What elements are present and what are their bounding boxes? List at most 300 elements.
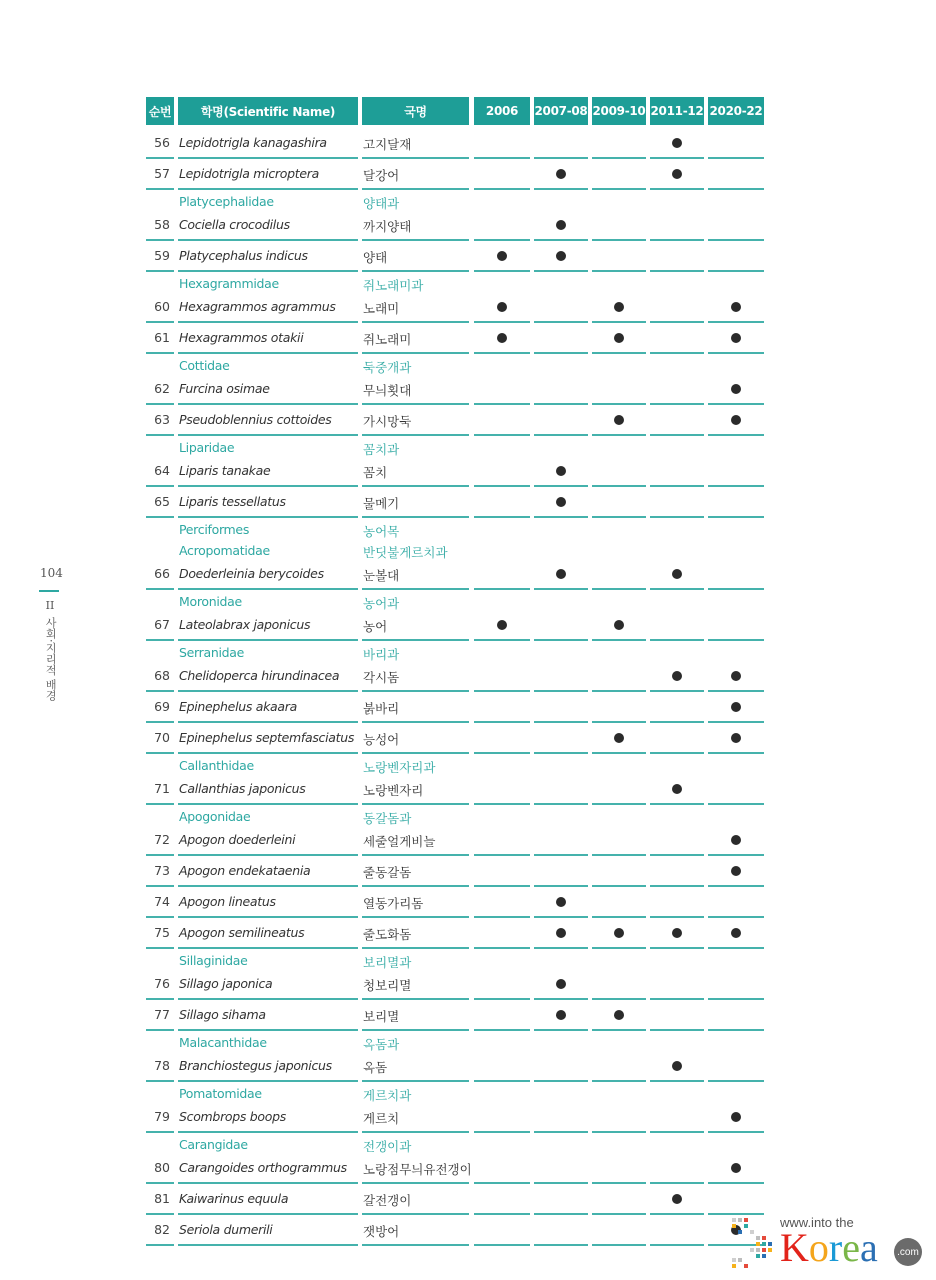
row-divider — [474, 1182, 530, 1184]
row-divider — [178, 1213, 358, 1215]
observation-dot — [731, 733, 741, 743]
row-divider — [178, 1080, 358, 1082]
row-divider — [592, 434, 646, 436]
row-divider — [650, 588, 704, 590]
row-divider — [362, 188, 469, 190]
row-divider — [146, 321, 174, 323]
scientific-name: Apogon doederleini — [179, 832, 296, 847]
family-name: Carangidae — [179, 1137, 248, 1152]
observation-dot — [731, 835, 741, 845]
row-divider — [146, 916, 174, 918]
logo-word — [780, 1225, 878, 1270]
header-year-2009-10: 2009-10 — [592, 97, 646, 125]
scientific-name: Lepidotrigla microptera — [179, 166, 319, 181]
row-divider — [474, 721, 530, 723]
scientific-name: Furcina osimae — [179, 381, 270, 396]
row-divider — [534, 270, 588, 272]
scientific-name: Seriola dumerili — [179, 1222, 273, 1237]
row-divider — [362, 1029, 469, 1031]
logo-pixel — [732, 1224, 736, 1228]
row-divider — [650, 1182, 704, 1184]
row-divider — [362, 690, 469, 692]
row-divider — [534, 157, 588, 159]
row-divider — [146, 1080, 174, 1082]
family-korean-name: 농어목 — [363, 524, 400, 539]
row-divider — [474, 352, 530, 354]
row-divider — [474, 1029, 530, 1031]
korean-name: 까지양태 — [363, 219, 412, 234]
row-divider — [474, 1244, 530, 1246]
observation-dot — [731, 928, 741, 938]
row-number: 68 — [154, 668, 170, 683]
scientific-name: Doederleinia berycoides — [179, 566, 324, 581]
row-divider — [362, 321, 469, 323]
row-divider — [708, 1080, 764, 1082]
row-divider — [178, 321, 358, 323]
row-divider — [708, 803, 764, 805]
row-divider — [362, 516, 469, 518]
observation-dot — [614, 302, 624, 312]
row-divider — [650, 885, 704, 887]
row-divider — [146, 1182, 174, 1184]
korean-name: 달강어 — [363, 168, 400, 183]
row-number: 79 — [154, 1109, 170, 1124]
family-name: Serranidae — [179, 645, 245, 660]
row-divider — [178, 1244, 358, 1246]
scientific-name: Carangoides orthogrammus — [179, 1160, 347, 1175]
row-number: 61 — [154, 330, 170, 345]
row-divider — [650, 1080, 704, 1082]
row-divider — [592, 157, 646, 159]
row-number: 57 — [154, 166, 170, 181]
row-divider — [474, 1213, 530, 1215]
family-name: Platycephalidae — [179, 194, 274, 209]
row-divider — [708, 188, 764, 190]
observation-dot — [614, 928, 624, 938]
row-divider — [146, 639, 174, 641]
row-divider — [592, 998, 646, 1000]
family-korean-name: 농어과 — [363, 596, 400, 611]
family-korean-name: 노랑벤자리과 — [363, 760, 436, 775]
row-divider — [592, 403, 646, 405]
row-divider — [592, 916, 646, 918]
row-divider — [592, 321, 646, 323]
row-divider — [534, 752, 588, 754]
row-divider — [534, 239, 588, 241]
row-number: 56 — [154, 135, 170, 150]
logo-small-text: www.into the — [780, 1215, 854, 1230]
row-divider — [362, 639, 469, 641]
row-divider — [534, 403, 588, 405]
row-divider — [650, 516, 704, 518]
row-divider — [534, 434, 588, 436]
row-divider — [474, 947, 530, 949]
scientific-name: Callanthias japonicus — [179, 781, 306, 796]
row-divider — [592, 1244, 646, 1246]
row-divider — [178, 1029, 358, 1031]
row-divider — [146, 721, 174, 723]
family-name: Acropomatidae — [179, 543, 270, 558]
row-divider — [178, 1182, 358, 1184]
row-divider — [592, 721, 646, 723]
observation-dot — [556, 497, 566, 507]
row-divider — [178, 157, 358, 159]
logo-pixel — [762, 1248, 766, 1252]
row-divider — [592, 1029, 646, 1031]
row-number: 74 — [154, 894, 170, 909]
row-divider — [146, 998, 174, 1000]
row-divider — [650, 1029, 704, 1031]
row-divider — [474, 188, 530, 190]
observation-dot — [672, 1194, 682, 1204]
scientific-name: Branchiostegus japonicus — [179, 1058, 332, 1073]
row-divider — [178, 239, 358, 241]
family-korean-name: 반딧불게르치과 — [363, 545, 448, 560]
row-number: 81 — [154, 1191, 170, 1206]
row-number: 80 — [154, 1160, 170, 1175]
korean-name: 가시망둑 — [363, 414, 412, 429]
row-divider — [474, 588, 530, 590]
row-divider — [534, 1182, 588, 1184]
korean-name: 옥돔 — [363, 1060, 388, 1075]
row-divider — [650, 639, 704, 641]
row-divider — [362, 1131, 469, 1133]
korean-name: 꼼치 — [363, 465, 388, 480]
scientific-name: Cociella crocodilus — [179, 217, 290, 232]
korean-name: 열동가리돔 — [363, 896, 424, 911]
row-divider — [592, 947, 646, 949]
row-divider — [708, 854, 764, 856]
family-korean-name: 쥐노래미과 — [363, 278, 424, 293]
row-divider — [146, 485, 174, 487]
row-divider — [708, 270, 764, 272]
row-divider — [708, 434, 764, 436]
row-divider — [592, 485, 646, 487]
korean-name: 잿방어 — [363, 1224, 400, 1239]
observation-dot — [731, 702, 741, 712]
observation-dot — [497, 251, 507, 261]
row-divider — [708, 403, 764, 405]
row-number: 73 — [154, 863, 170, 878]
header-no: 순번 — [146, 97, 174, 125]
row-divider — [146, 885, 174, 887]
logo-pixel — [732, 1264, 736, 1268]
observation-dot — [731, 866, 741, 876]
row-divider — [474, 157, 530, 159]
korean-name: 청보리멸 — [363, 978, 412, 993]
row-divider — [146, 588, 174, 590]
observation-dot — [556, 569, 566, 579]
row-divider — [534, 639, 588, 641]
row-divider — [146, 434, 174, 436]
row-divider — [178, 270, 358, 272]
observation-dot — [672, 784, 682, 794]
row-divider — [178, 352, 358, 354]
korean-name: 물메기 — [363, 496, 400, 511]
row-divider — [146, 752, 174, 754]
logo-pixel — [744, 1264, 748, 1268]
chapter-roman: II — [45, 599, 55, 612]
row-divider — [650, 157, 704, 159]
korean-name: 노래미 — [363, 301, 400, 316]
row-divider — [708, 588, 764, 590]
observation-dot — [556, 928, 566, 938]
row-divider — [534, 947, 588, 949]
row-number: 78 — [154, 1058, 170, 1073]
row-divider — [362, 1244, 469, 1246]
row-divider — [146, 1029, 174, 1031]
row-divider — [650, 1244, 704, 1246]
family-name: Pomatomidae — [179, 1086, 262, 1101]
row-divider — [708, 352, 764, 354]
observation-dot — [614, 415, 624, 425]
observation-dot — [672, 138, 682, 148]
row-divider — [362, 1080, 469, 1082]
scientific-name: Hexagrammos agrammus — [179, 299, 336, 314]
row-divider — [146, 947, 174, 949]
korean-name: 보리멸 — [363, 1009, 400, 1024]
row-divider — [650, 721, 704, 723]
row-divider — [474, 916, 530, 918]
row-divider — [534, 690, 588, 692]
row-divider — [178, 998, 358, 1000]
row-divider — [708, 1029, 764, 1031]
header-korean-name: 국명 — [362, 97, 469, 125]
logo-pixel — [756, 1242, 760, 1246]
row-divider — [146, 157, 174, 159]
logo-pixel — [744, 1224, 748, 1228]
row-divider — [178, 721, 358, 723]
row-divider — [178, 1131, 358, 1133]
row-divider — [534, 1244, 588, 1246]
row-divider — [474, 321, 530, 323]
row-divider — [592, 270, 646, 272]
scientific-name: Lateolabrax japonicus — [179, 617, 311, 632]
observation-dot — [731, 415, 741, 425]
row-divider — [474, 854, 530, 856]
row-divider — [650, 403, 704, 405]
row-divider — [362, 434, 469, 436]
row-divider — [474, 270, 530, 272]
row-divider — [474, 690, 530, 692]
row-divider — [534, 352, 588, 354]
row-divider — [650, 1131, 704, 1133]
logo-pixel — [732, 1258, 736, 1262]
row-divider — [474, 434, 530, 436]
row-divider — [178, 690, 358, 692]
family-name: Hexagrammidae — [179, 276, 279, 291]
row-divider — [534, 998, 588, 1000]
row-divider — [708, 885, 764, 887]
row-divider — [146, 516, 174, 518]
header-year-2011-12: 2011-12 — [650, 97, 704, 125]
row-number: 82 — [154, 1222, 170, 1237]
logo-letter: r — [828, 1225, 843, 1270]
row-divider — [362, 916, 469, 918]
observation-dot — [672, 569, 682, 579]
row-divider — [650, 188, 704, 190]
observation-dot — [556, 466, 566, 476]
header-year-2006: 2006 — [474, 97, 530, 125]
logo-letter: o — [808, 1225, 829, 1270]
logo-pixel — [756, 1236, 760, 1240]
family-korean-name: 게르치과 — [363, 1088, 412, 1103]
row-divider — [362, 352, 469, 354]
row-number: 67 — [154, 617, 170, 632]
row-divider — [178, 188, 358, 190]
row-divider — [534, 1029, 588, 1031]
row-divider — [534, 721, 588, 723]
scientific-name: Apogon semilineatus — [179, 925, 305, 940]
scientific-name: Lepidotrigla kanagashira — [179, 135, 327, 150]
page-number: 104 — [40, 566, 63, 580]
row-divider — [708, 690, 764, 692]
row-divider — [650, 270, 704, 272]
family-name: Malacanthidae — [179, 1035, 267, 1050]
row-divider — [650, 752, 704, 754]
scientific-name: Apogon endekataenia — [179, 863, 311, 878]
row-divider — [534, 854, 588, 856]
row-number: 69 — [154, 699, 170, 714]
row-divider — [708, 998, 764, 1000]
korean-name: 노랑벤자리 — [363, 783, 424, 798]
row-number: 75 — [154, 925, 170, 940]
observation-dot — [614, 333, 624, 343]
logo-pixel — [768, 1242, 772, 1246]
header-scientific-name: 학명(Scientific Name) — [178, 97, 358, 125]
observation-dot — [672, 169, 682, 179]
row-divider — [178, 588, 358, 590]
row-divider — [650, 239, 704, 241]
page-marker-bar — [39, 590, 59, 592]
row-divider — [592, 854, 646, 856]
korean-name: 각시돔 — [363, 670, 400, 685]
row-divider — [178, 854, 358, 856]
row-divider — [474, 752, 530, 754]
row-divider — [534, 1131, 588, 1133]
row-divider — [362, 270, 469, 272]
scientific-name: Liparis tanakae — [179, 463, 271, 478]
observation-dot — [497, 333, 507, 343]
korean-name: 노랑점무늬유전갱이 — [363, 1162, 472, 1177]
korean-name: 무늬횟대 — [363, 383, 412, 398]
korean-name: 능성어 — [363, 732, 400, 747]
observation-dot — [556, 220, 566, 230]
row-divider — [474, 403, 530, 405]
row-divider — [474, 485, 530, 487]
row-divider — [650, 916, 704, 918]
row-number: 77 — [154, 1007, 170, 1022]
logo-letter: e — [842, 1225, 860, 1270]
korean-name: 갈전갱이 — [363, 1193, 412, 1208]
logo-com-badge: .com — [894, 1238, 922, 1266]
logo-pixel — [756, 1248, 760, 1252]
row-divider — [178, 947, 358, 949]
logo-pixel — [732, 1218, 736, 1222]
logo-pixel — [762, 1236, 766, 1240]
observation-dot — [672, 671, 682, 681]
row-divider — [708, 321, 764, 323]
logo-wordmark — [780, 1224, 878, 1271]
observation-dot — [731, 302, 741, 312]
row-divider — [362, 239, 469, 241]
row-divider — [362, 854, 469, 856]
scientific-name: Platycephalus indicus — [179, 248, 308, 263]
row-divider — [146, 352, 174, 354]
scientific-name: Kaiwarinus equula — [179, 1191, 289, 1206]
row-divider — [146, 854, 174, 856]
row-number: 65 — [154, 494, 170, 509]
chapter-title: 사회·지리적 배경 — [44, 616, 58, 701]
family-korean-name: 전갱이과 — [363, 1139, 412, 1154]
row-divider — [362, 947, 469, 949]
row-divider — [474, 639, 530, 641]
logo-pixel — [762, 1242, 766, 1246]
korean-name: 줄동갈돔 — [363, 865, 412, 880]
row-divider — [592, 690, 646, 692]
logo-pixel — [750, 1248, 754, 1252]
row-divider — [592, 588, 646, 590]
row-divider — [592, 1213, 646, 1215]
korean-name: 게르치 — [363, 1111, 400, 1126]
row-divider — [146, 188, 174, 190]
row-divider — [474, 239, 530, 241]
korean-name: 눈볼대 — [363, 568, 400, 583]
scientific-name: Liparis tessellatus — [179, 494, 286, 509]
row-divider — [178, 403, 358, 405]
family-korean-name: 동갈돔과 — [363, 811, 412, 826]
row-number: 58 — [154, 217, 170, 232]
korean-name: 쥐노래미 — [363, 332, 412, 347]
row-divider — [650, 998, 704, 1000]
scientific-name: Sillago sihama — [179, 1007, 266, 1022]
logo-pixel — [762, 1254, 766, 1258]
row-divider — [178, 885, 358, 887]
row-divider — [650, 434, 704, 436]
row-divider — [474, 1131, 530, 1133]
korean-name: 농어 — [363, 619, 388, 634]
row-divider — [534, 188, 588, 190]
row-divider — [362, 588, 469, 590]
family-korean-name: 둑중개과 — [363, 360, 412, 375]
observation-dot — [672, 928, 682, 938]
logo-letter: K — [780, 1225, 809, 1270]
row-divider — [178, 803, 358, 805]
row-divider — [362, 485, 469, 487]
logo-pixel — [744, 1218, 748, 1222]
observation-dot — [497, 620, 507, 630]
row-divider — [146, 239, 174, 241]
row-divider — [592, 188, 646, 190]
scientific-name: Chelidoperca hirundinacea — [179, 668, 340, 683]
row-divider — [362, 998, 469, 1000]
row-divider — [708, 157, 764, 159]
row-divider — [650, 690, 704, 692]
row-divider — [474, 885, 530, 887]
row-divider — [362, 1213, 469, 1215]
row-divider — [592, 752, 646, 754]
row-number: 66 — [154, 566, 170, 581]
logo-pixel — [738, 1218, 742, 1222]
logo-pixel — [738, 1258, 742, 1262]
row-number: 71 — [154, 781, 170, 796]
row-number: 72 — [154, 832, 170, 847]
row-divider — [592, 803, 646, 805]
scientific-name: Epinephelus akaara — [179, 699, 297, 714]
row-divider — [592, 352, 646, 354]
observation-dot — [614, 733, 624, 743]
row-divider — [146, 690, 174, 692]
